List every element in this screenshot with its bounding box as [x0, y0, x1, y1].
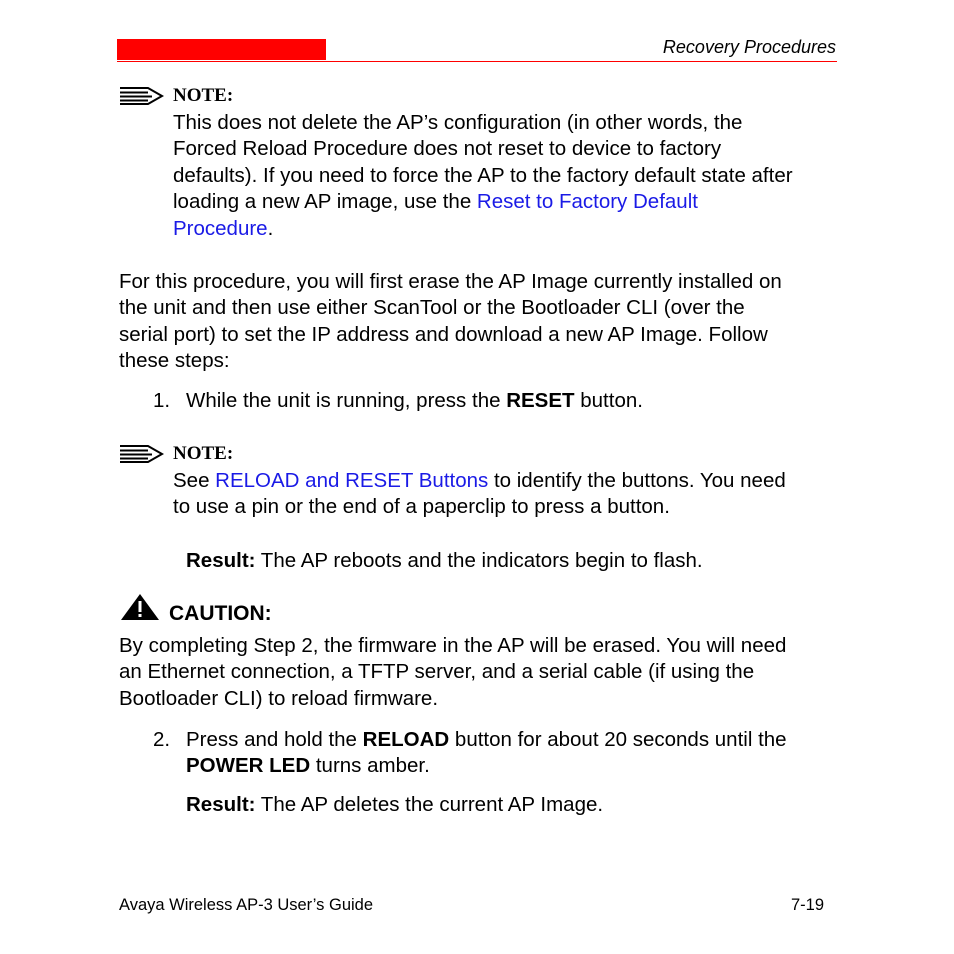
note-text-span: to identify the buttons. You need [488, 469, 786, 492]
power-led-label: POWER LED [186, 754, 311, 778]
step-line [186, 727, 787, 753]
header-title: Recovery Procedures [662, 37, 836, 57]
caution-line: an Ethernet connection, a TFTP server, and a serial cable (if using the [119, 660, 755, 684]
step-text-span: While the unit is running, press the [186, 389, 507, 412]
header-rule [117, 61, 837, 62]
reload-button-label: RELOAD [362, 728, 450, 751]
footer-page-number: 7-19 [790, 896, 824, 914]
warning-triangle-icon [119, 592, 161, 622]
result-label: Result: [186, 793, 256, 816]
paragraph-line: serial port) to set the IP address and download a new AP Image. Follow [119, 322, 768, 346]
caution-label: CAUTION: [169, 602, 272, 625]
paragraph-line: For this procedure, you will first erase the AP Image currently installed on [119, 270, 782, 293]
caution-text [119, 633, 786, 712]
note-line: to use a pin or the end of a paperclip to press a button. [173, 495, 670, 519]
result-label: Result: [186, 549, 256, 572]
step-1-text [186, 388, 643, 414]
step-number: 2. [153, 728, 171, 751]
step-line [186, 753, 787, 779]
paragraph-line: the unit and then use either ScanTool or the Bootloader CLI (over the [119, 296, 745, 320]
step-number: 1. [153, 389, 171, 412]
reload-and-reset-buttons-link[interactable]: RELOAD and RESET Buttons [215, 469, 489, 492]
result-1 [186, 548, 703, 574]
step-text-span: Press and hold the [186, 728, 363, 751]
note-line: Forced Reload Procedure does not reset to device to factory [173, 137, 722, 161]
caution-line: Bootloader CLI) to reload firmware. [119, 686, 439, 710]
step-2-text [186, 727, 787, 780]
reset-to-factory-default-link-cont[interactable]: Procedure [173, 216, 268, 240]
result-text: The AP deletes the current AP Image. [255, 793, 604, 816]
note-line [173, 468, 786, 494]
caution-line: By completing Step 2, the firmware in the AP will be erased. You will need [119, 634, 787, 657]
step-text-span: button for about 20 seconds until the [449, 728, 787, 751]
note-line: defaults). If you need to force the AP to the factory default state after [173, 163, 793, 187]
paragraph-line: these steps: [119, 349, 230, 373]
note-text-span: loading a new AP image, use the [173, 190, 477, 214]
note-arrow-icon [118, 85, 166, 107]
note-arrow-icon [118, 443, 166, 465]
step-text-span: button. [574, 389, 643, 412]
note-line [173, 189, 793, 215]
result-text: The AP reboots and the indicators begin to flash. [255, 549, 703, 572]
note-text [173, 110, 793, 242]
note-label: NOTE: [173, 85, 234, 106]
note-text-span: . [267, 216, 274, 240]
step-text-span: turns amber. [310, 754, 430, 778]
reset-to-factory-default-link[interactable]: Reset to Factory Default [476, 190, 698, 214]
footer-guide-title: Avaya Wireless AP-3 User’s Guide [119, 896, 374, 914]
header-red-bar [117, 39, 326, 60]
note-text [173, 468, 786, 521]
reset-button-label: RESET [506, 389, 575, 412]
result-2 [186, 792, 603, 818]
note-line: This does not delete the AP’s configuration (in other words, the [173, 111, 743, 134]
note-line [173, 216, 793, 242]
note-label: NOTE: [173, 443, 234, 464]
intro-paragraph [119, 269, 782, 375]
note-text-span: See [173, 469, 216, 492]
